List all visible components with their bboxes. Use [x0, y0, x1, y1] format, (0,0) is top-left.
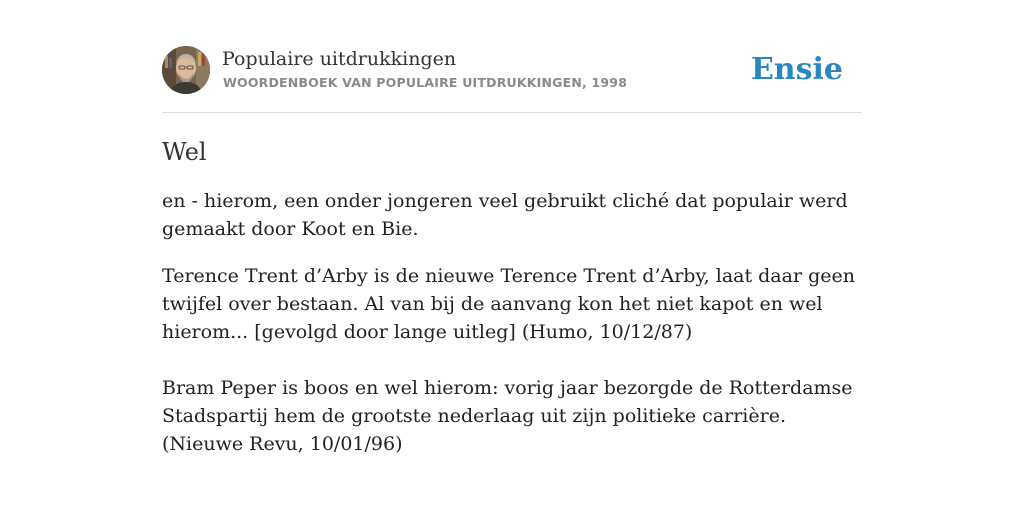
- source-title[interactable]: Populaire uitdrukkingen: [222, 48, 457, 70]
- example-quote: Terence Trent d’Arby is de nieuwe Terence Trent d’Arby, laat daar geen twijfel over bestaan. Al van bij de aanvang kon het niet kapot en wel hierom... [gevolgd door lange uitleg] (Humo, 10/12/87): [162, 265, 855, 343]
- headword: Wel: [162, 138, 207, 166]
- entry-header: [162, 46, 862, 113]
- definition-text: en - hierom, een onder jongeren veel gebruikt cliché dat populair werd gemaakt door Koot en Bie.: [162, 190, 848, 240]
- entry-card: [162, 46, 862, 458]
- example-quote: Bram Peper is boos en wel hierom: vorig jaar bezorgde de Rotterdamse Stadspartij hem de grootste nederlaag uit zijn politieke carrière. (Nieuwe Revu, 10/01/96): [162, 377, 853, 455]
- source-subtitle: WOORDENBOEK VAN POPULAIRE UITDRUKKINGEN, 1998: [223, 75, 628, 90]
- author-portrait-icon: [162, 46, 210, 94]
- author-avatar[interactable]: [162, 46, 210, 94]
- ensie-logo[interactable]: Ensie: [750, 52, 843, 87]
